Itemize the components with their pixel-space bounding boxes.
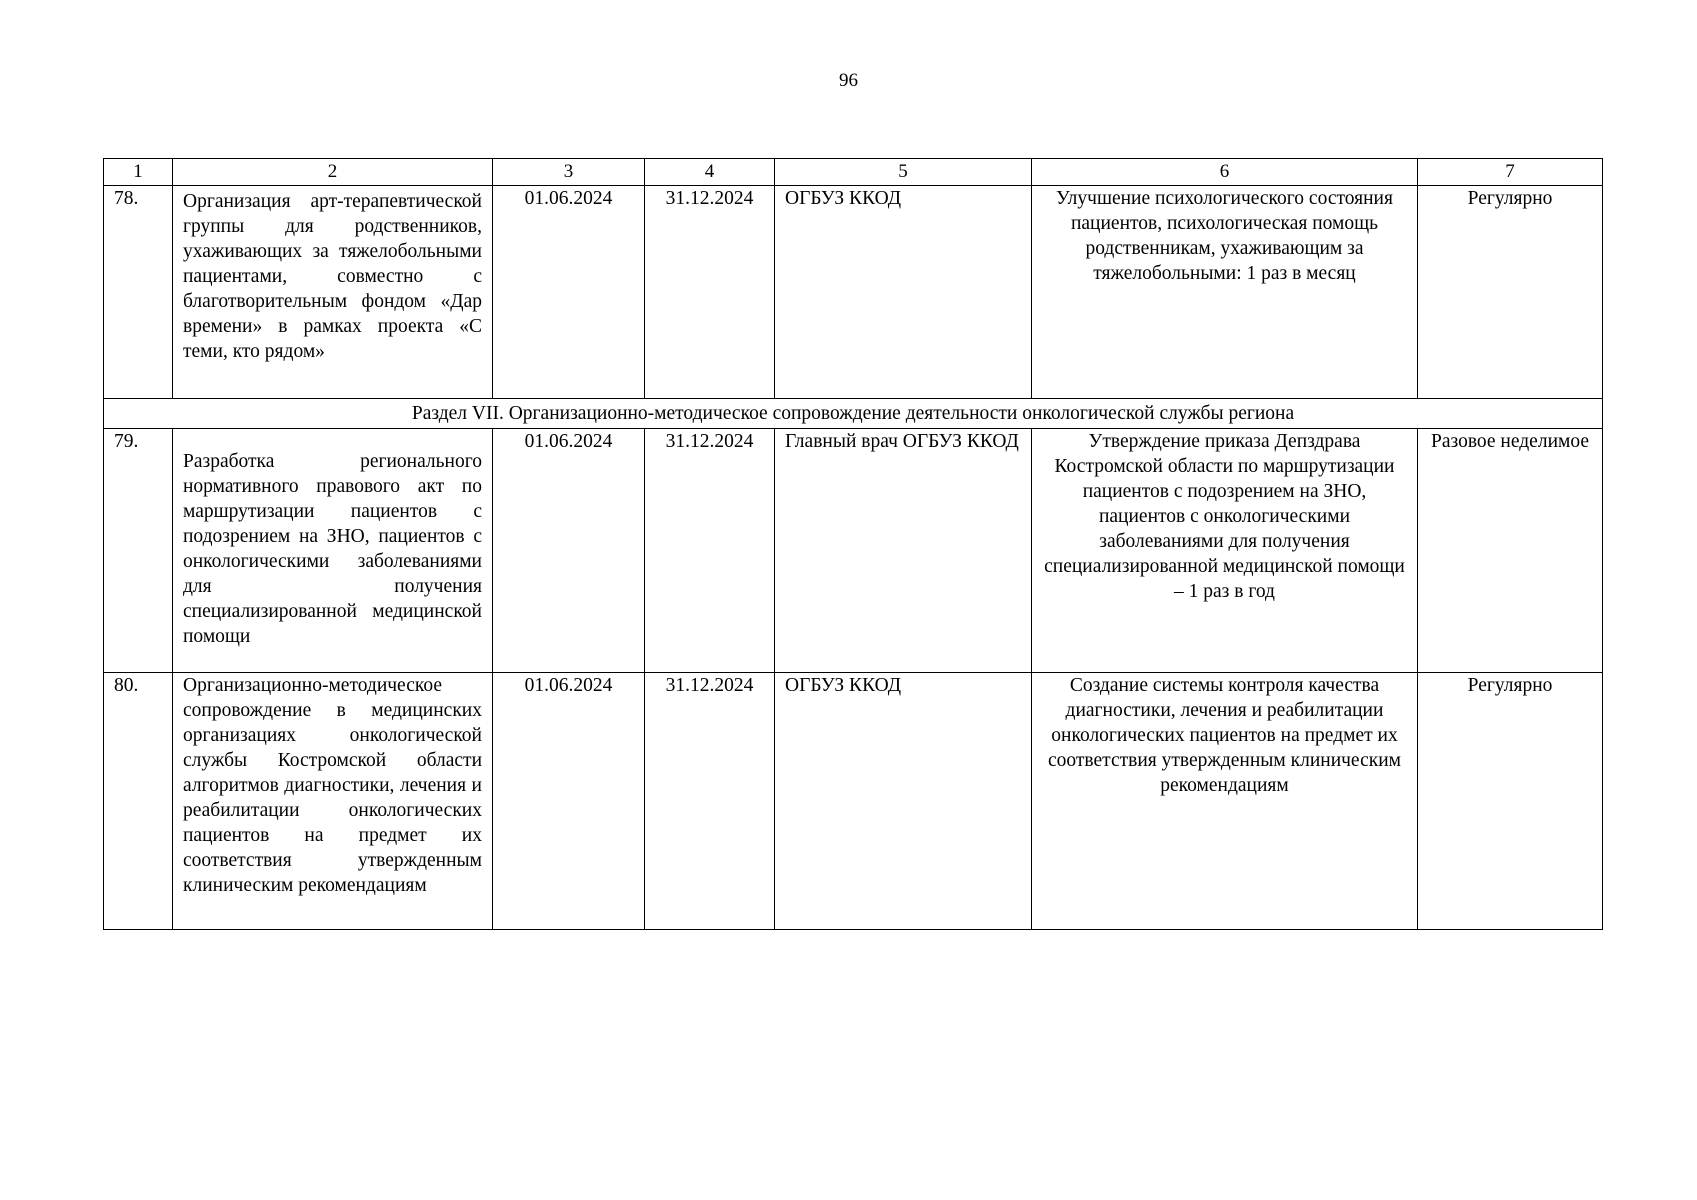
column-header: 5 (775, 159, 1032, 186)
expected-result: Улучшение психологического состояния пациентов, психологическая помощь родственникам, ухаживающим за тяжелобольными: 1 раз в месяц (1032, 186, 1418, 399)
column-header: 1 (104, 159, 173, 186)
column-header: 3 (493, 159, 645, 186)
activity-type: Разовое неделимое (1418, 429, 1603, 673)
page-number: 96 (839, 70, 858, 91)
end-date: 31.12.2024 (645, 186, 775, 399)
table-row (104, 673, 1603, 930)
row-number: 78. (104, 186, 173, 399)
start-date: 01.06.2024 (493, 186, 645, 399)
table-row (104, 429, 1603, 673)
column-header: 2 (173, 159, 493, 186)
expected-result: Создание системы контроля качества диагностики, лечения и реабилитации онкологических пациентов на предмет их соответствия утвержденным клиническим рекомендациям (1032, 673, 1418, 930)
activity-name: Разработка регионального нормативного правового акт по маршрутизации пациентов с подозрением на ЗНО, пациентов с онкологическими заболеваниями для получения специализированной медицинской помощи (173, 429, 493, 673)
expected-result: Утверждение приказа Депздрава Костромской области по маршрутизации пациентов с подозрением на ЗНО, пациентов с онкологическими заболеваниями для получения специализированной медицинской помощи – 1 раз в год (1032, 429, 1418, 673)
row-number: 79. (104, 429, 173, 673)
table-row (104, 186, 1603, 399)
activity-name: Организация арт-терапевтической группы для родственников, ухаживающих за тяжелобольными пациентами, совместно с благотворительным фондом «Дар времени» в рамках проекта «С теми, кто рядом» (173, 186, 493, 399)
responsible-party: Главный врач ОГБУЗ ККОД (775, 429, 1032, 673)
plan-table (103, 158, 1603, 930)
table-header-row (104, 159, 1603, 186)
section-title: Раздел VII. Организационно-методическое сопровождение деятельности онкологической службы региона (104, 399, 1603, 429)
row-number: 80. (104, 673, 173, 930)
section-row (104, 399, 1603, 429)
start-date: 01.06.2024 (493, 673, 645, 930)
responsible-party: ОГБУЗ ККОД (775, 673, 1032, 930)
start-date: 01.06.2024 (493, 429, 645, 673)
activity-name: Организационно-методическое сопровождение в медицинских организациях онкологической службы Костромской области алгоритмов диагностики, лечения и реабилитации онкологических пациентов на предмет их соответствия утвержденным клиническим рекомендациям (173, 673, 493, 930)
activity-type: Регулярно (1418, 186, 1603, 399)
end-date: 31.12.2024 (645, 673, 775, 930)
column-header: 6 (1032, 159, 1418, 186)
column-header: 7 (1418, 159, 1603, 186)
end-date: 31.12.2024 (645, 429, 775, 673)
column-header: 4 (645, 159, 775, 186)
responsible-party: ОГБУЗ ККОД (775, 186, 1032, 399)
activity-type: Регулярно (1418, 673, 1603, 930)
